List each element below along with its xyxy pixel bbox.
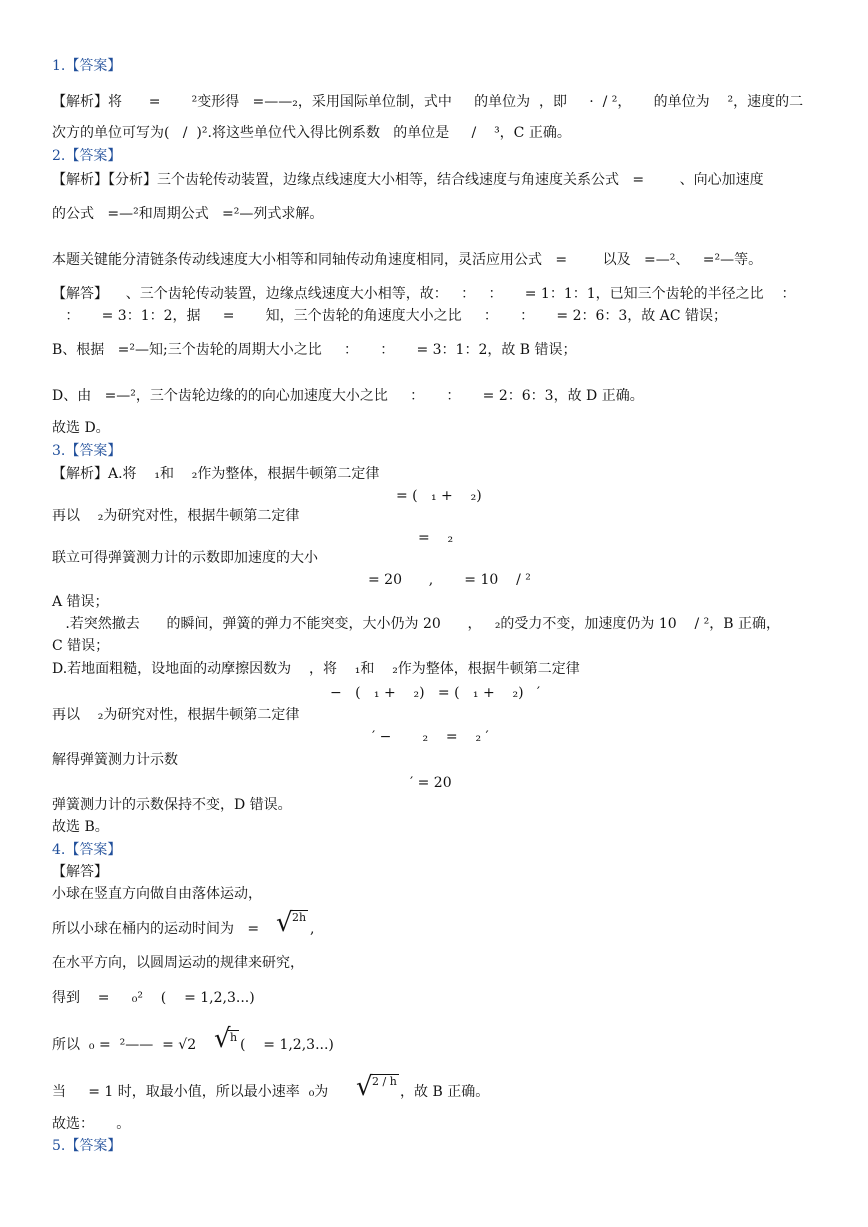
q2-solution-line-1: 【解答】 、三个齿轮传动装置，边缘点线速度大小相等，故： ： ： = 1：1：1，已知三个齿轮的半径之比 ： — [52, 286, 796, 302]
q3-conclusion: 故选 B。 — [52, 819, 109, 835]
q3-analysis-line-3: 联立可得弹簧测力计的示数即加速度的大小 — [52, 550, 318, 566]
q2-solution-line-3: B、根据 =²—知;三个齿轮的周期大小之比 ： ： = 3：1：2，故 B 错误； — [52, 342, 577, 358]
q3-line-a-wrong: A 错误； — [52, 594, 109, 610]
q3-equation-2: = ₂ — [418, 530, 454, 546]
q3-line-c-wrong: C 错误； — [52, 638, 110, 654]
q3-analysis-line-4: 再以 ₂为研究对性，根据牛顿第二定律 — [52, 707, 300, 723]
q4-line-2: 所以小球在桶内的运动时间为 = — [52, 921, 260, 937]
q2-solution-line-2: ： = 3：1：2，据 = 知，三个齿轮的角速度大小之比 ： ： = 2：6：3，故 AC 错误； — [52, 308, 728, 324]
q1-analysis-line-2: 次方的单位可写为( / )².将这些单位代入得比例系数 的单位是 / ³，C 正确。 — [52, 125, 571, 141]
q3-analysis-line-6: 弹簧测力计的示数保持不变，D 错误。 — [52, 797, 292, 813]
q4-radicand-1: 2h — [292, 911, 307, 924]
q3-analysis-line-2: 再以 ₂为研究对性，根据牛顿第二定律 — [52, 508, 300, 524]
q3-equation-3: = 20 , = 10 / ² — [368, 572, 531, 588]
q2-solution-line-4: D、由 =—²，三个齿轮边缘的的向心加速度大小之比 ： ： = 2：6：3，故 D 正确。 — [52, 388, 644, 404]
q4-line-3: 在水平方向，以圆周运动的规律来研究， — [52, 955, 304, 971]
q3-line-d: D.若地面粗糙，设地面的动摩擦因数为 ，将 ₁和 ₂作为整体，根据牛顿第二定律 — [52, 661, 580, 677]
q3-equation-6: ′ = 20 — [410, 775, 452, 791]
q4-line-1: 小球在竖直方向做自由落体运动， — [52, 886, 262, 902]
q2-conclusion: 故选 D。 — [52, 420, 110, 436]
q3-line-b: .若突然撤去 的瞬间，弹簧的弹力不能突变，大小仍为 20 ， ₂的受力不变，加速度仍为 10 / ²，B 正确， — [52, 616, 781, 632]
q4-line-6: 当 = 1 时，取最小值，所以最小速率 ₀为 — [52, 1084, 329, 1100]
q3-answer-heading: 3.【答案】 — [52, 443, 122, 459]
q2-answer-heading: 2.【答案】 — [52, 148, 122, 164]
q4-line-4: 得到 = ₀² ( = 1,2,3...) — [52, 990, 255, 1006]
q2-key-point: 本题关键能分清链条传动线速度大小相等和同轴传动角速度相同，灵活应用公式 = 以及 =—²、 =²—等。 — [52, 252, 763, 268]
sqrt-sign: √ — [356, 1072, 373, 1102]
q3-analysis-line-1: 【解析】A.将 ₁和 ₂作为整体，根据牛顿第二定律 — [52, 466, 380, 482]
q2-analysis-line-1: 【解析】【分析】三个齿轮传动装置，边缘点线速度大小相等，结合线速度与角速度关系公式 = 、向心加速度 — [52, 172, 764, 188]
q3-equation-1: = ( ₁ + ₂) — [396, 488, 482, 504]
q4-answer-heading: 4.【答案】 — [52, 842, 122, 858]
q4-solution-heading: 【解答】 — [52, 864, 108, 880]
q1-analysis-line-1: 【解析】将 = ²变形得 =——₂，采用国际单位制，式中 的单位为 ，即 · / ²， 的单位为 ²，速度的二 — [52, 94, 804, 110]
q4-radicand-3: 2 / h — [372, 1075, 397, 1088]
sqrt-sign: √ — [214, 1024, 231, 1054]
q4-conclusion: 故选： 。 — [52, 1116, 131, 1132]
q4-line-5: 所以 ₀ = ²—— = √2 — [52, 1037, 197, 1053]
q4-line-5-end: ( = 1,2,3...) — [240, 1037, 334, 1053]
q4-line-6-end: ，故 B 正确。 — [400, 1084, 490, 1100]
q3-analysis-line-5: 解得弹簧测力计示数 — [52, 752, 178, 768]
q4-radicand-2: h — [230, 1031, 238, 1044]
q5-answer-heading: 5.【答案】 — [52, 1138, 122, 1154]
q2-analysis-line-2: 的公式 =—²和周期公式 =²—列式求解。 — [52, 206, 324, 222]
q4-line-2-end: , — [310, 921, 315, 937]
q3-equation-4: − ( ₁ + ₂) = ( ₁ + ₂) ′ — [330, 685, 541, 701]
q1-answer-heading: 1.【答案】 — [52, 58, 122, 74]
sqrt-sign: √ — [276, 908, 293, 938]
q3-equation-5: ′ − ₂ = ₂ ′ — [372, 729, 489, 745]
